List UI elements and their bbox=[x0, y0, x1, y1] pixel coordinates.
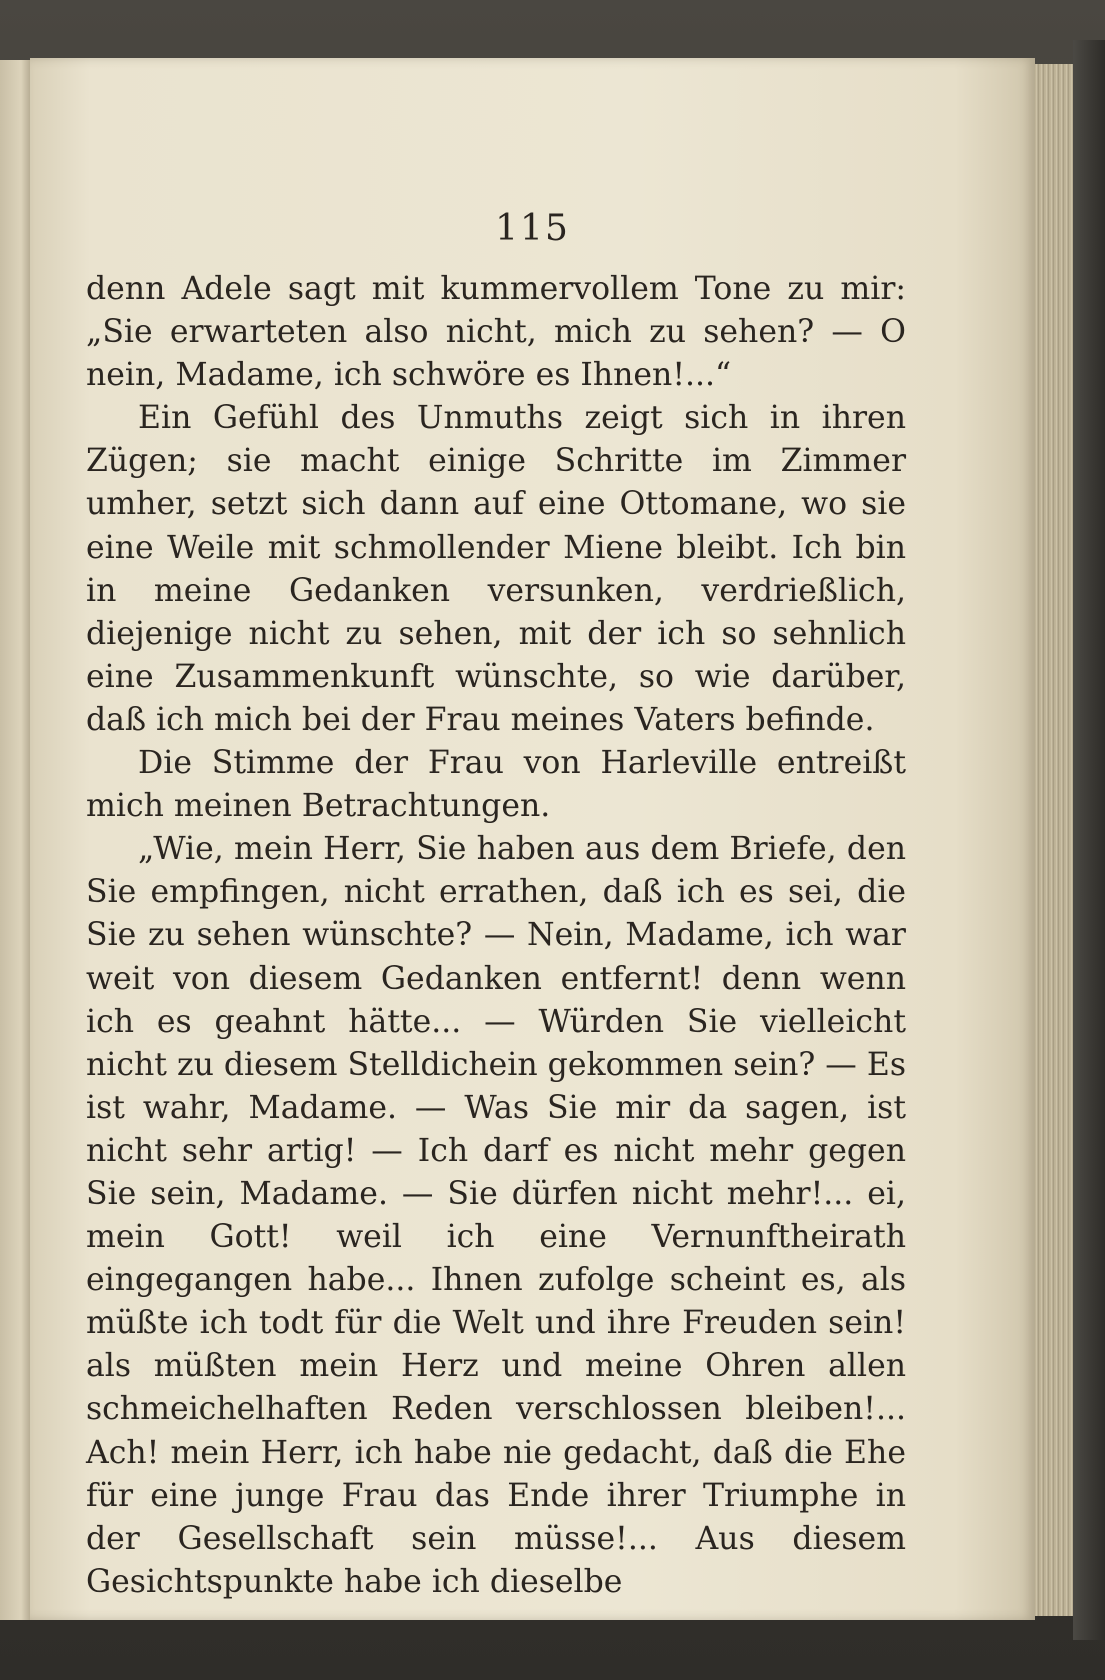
book-cover-edge bbox=[1073, 40, 1105, 1640]
paragraph: Die Stimme der Frau von Harleville entreißt mich meinen Betrachtungen. bbox=[86, 745, 906, 825]
paragraph: „Wie, mein Herr, Sie haben aus dem Briefe, den Sie empfingen, nicht errathen, daß ich es sei, die Sie zu sehen wünschte? — Nein, Madame, ich war weit von diesem Gedanken entfernt! denn wenn ich es geahnt hätte... — Würden Sie vielleicht nicht zu diesem Stelldichein gekommen sein? — Es ist wahr, Madame. — Was Sie mir da sagen, ist nicht sehr artig! — Ich darf es nicht mehr gegen Sie sein, Madame. — Sie dürfen nicht mehr!... ei, mein Gott! weil ich eine Vernunftheirath eingegangen habe... Ihnen zufolge scheint es, als müßte ich todt für die Welt und ihre Freuden sein! als müßten mein Herz und meine Ohren allen schmeichelhaften Reden verschlossen bleiben!... Ach! mein Herr, ich habe nie gedacht, daß die Ehe für eine junge Frau das Ende ihrer Triumphe in der Gesellschaft sein müsse!... Aus diesem Gesichtspunkte habe ich dieselbe bbox=[86, 831, 906, 1600]
page-block-edges bbox=[1035, 64, 1073, 1616]
facing-page-edge bbox=[0, 60, 30, 1620]
paragraph: Ein Gefühl des Unmuths zeigt sich in ihren Zügen; sie macht einige Schritte im Zimmer umher, setzt sich dann auf eine Ottomane, wo sie eine Weile mit schmollender Miene bleibt. Ich bin in meine Gedanken versunken, verdrießlich, diejenige nicht zu sehen, mit der ich so sehnlich eine Zusammenkunft wünschte, so wie darüber, daß ich mich bei der Frau meines Vaters befinde. bbox=[86, 400, 906, 738]
page-number: 115 bbox=[495, 208, 570, 249]
paragraph: denn Adele sagt mit kummervollem Tone zu mir: „Sie erwarteten also nicht, mich zu sehen? — O nein, Madame, ich schwöre es Ihnen!...“ bbox=[86, 271, 906, 394]
book-page bbox=[30, 58, 1035, 1620]
page-text bbox=[86, 268, 906, 1604]
